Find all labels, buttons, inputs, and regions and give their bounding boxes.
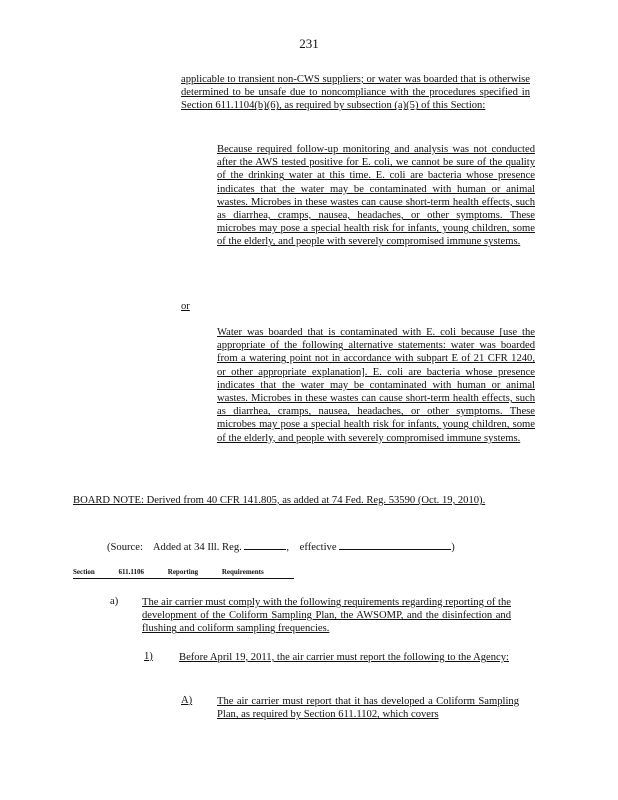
board-note xyxy=(73,494,511,507)
section-heading-underline xyxy=(73,578,294,579)
quoted-notice-2 xyxy=(217,326,535,445)
intro-text: applicable to transient non-CWS suppliers; or water was boarded that is otherwise determined to be unsafe due to noncompliance with the procedures specified in Section 611.1104(b)(6), as required by subsection (a)(5) of this Section: xyxy=(181,74,530,112)
section-number: 611.1106 xyxy=(118,568,145,576)
quoted-notice-1 xyxy=(217,143,535,249)
source-close: ) xyxy=(451,542,455,553)
board-note-text: BOARD NOTE: Derived from 40 CFR 141.805, as added at 74 Fed. Reg. 53590 (Oct. 19, 2010). xyxy=(73,495,486,506)
source-added: Added at 34 Ill. Reg. xyxy=(152,542,242,553)
para-a xyxy=(142,596,511,636)
para-A-label: A) xyxy=(181,695,193,706)
para-a-label: a) xyxy=(110,596,119,607)
para-1-label: 1) xyxy=(144,651,153,662)
para-a-text: The air carrier must comply with the following requirements regarding reporting of the development of the Coliform Sampling Plan, the AWSOMP, and the disinfection and flushing and coliform sampling frequencies. xyxy=(142,597,511,635)
source-prefix: (Source: xyxy=(107,542,143,553)
section-title-word-2: Requirements xyxy=(221,568,264,576)
para-A-text: The air carrier must report that it has developed a Coliform Sampling Plan, as required by Section 611.1102, which covers xyxy=(217,696,519,721)
quote-2-text: Water was boarded that is contaminated with E. coli because [use the appropriate of the following alternative statements: water was boarded from a watering point not in accordance with subpart E of 21 CFR 1240, or other appropriate explanation]. E. coli are bacteria whose presence indicates that the water may be contaminated with human or animal wastes. Microbes in these wastes can cause short-term health effects, such as diarrhea, cramps, nausea, headaches, or other symptoms. These microbes may pose a special health risk for infants, young children, some of the elderly, and people with severely compromised immune systems. xyxy=(217,327,535,444)
quote-1-text: Because required follow-up monitoring and analysis was not conducted after the AWS tested positive for E. coli, we cannot be sure of the quality of the drinking water at this time. E. coli are bacteria whose presence indicates that the water may be contaminated with human or animal wastes. Microbes in these wastes can cause short-term health effects, such as diarrhea, cramps, nausea, headaches, or other symptoms. These microbes may pose a special health risk for infants, young children, some of the elderly, and people with severely compromised immune systems. xyxy=(217,144,535,248)
para-A xyxy=(217,695,519,721)
source-effective: effective xyxy=(299,542,337,553)
or-label: or xyxy=(181,301,190,312)
source-line xyxy=(107,539,455,553)
section-word: Section xyxy=(73,568,95,576)
source-comma: , xyxy=(286,542,290,553)
intro-paragraph xyxy=(181,73,530,113)
para-1 xyxy=(179,651,513,664)
section-title-word-1: Reporting xyxy=(167,568,199,576)
effective-date-blank xyxy=(339,539,451,550)
para-1-text: Before April 19, 2011, the air carrier must report the following to the Agency: xyxy=(179,652,509,663)
reg-number-blank xyxy=(244,539,286,550)
page-number: 231 xyxy=(299,36,319,51)
or-separator xyxy=(181,300,190,313)
section-heading xyxy=(73,568,286,576)
